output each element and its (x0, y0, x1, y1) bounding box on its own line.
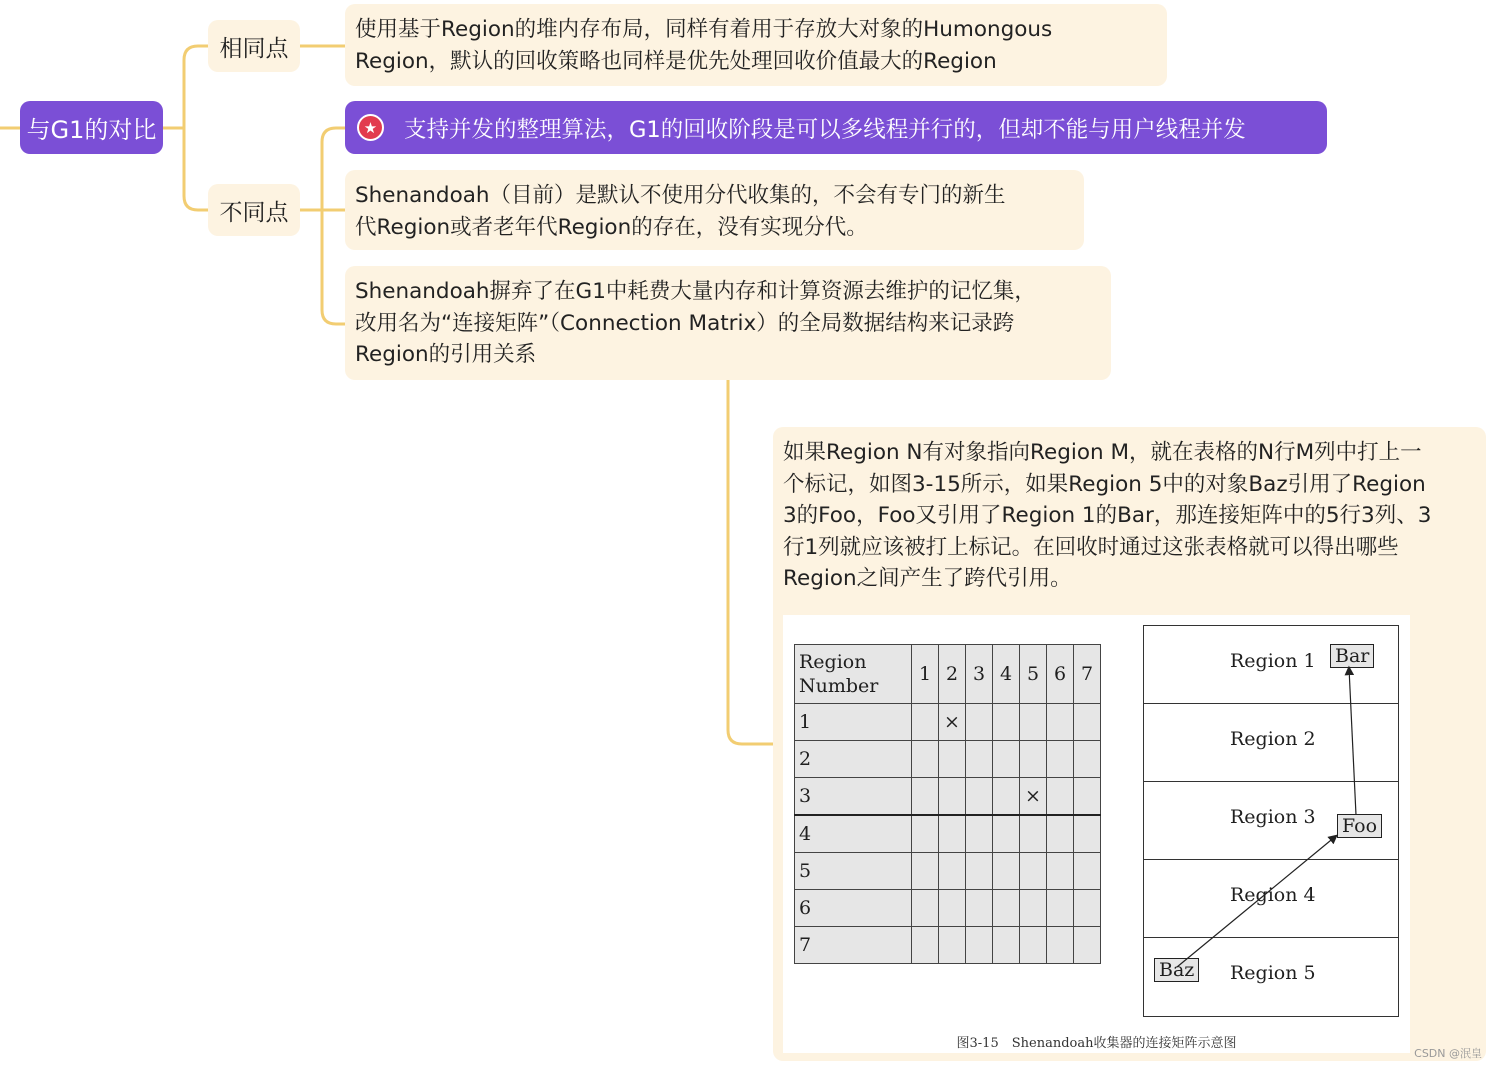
matrix-cell (939, 890, 966, 927)
matrix-cell (966, 927, 993, 964)
matrix-cell (1020, 890, 1047, 927)
matrix-cell (993, 704, 1020, 741)
matrix-row (795, 778, 1101, 816)
object-bar: Bar (1330, 644, 1374, 668)
diff-item-line: Shenandoah摒弃了在G1中耗费大量内存和计算资源去维护的记忆集， (355, 279, 1036, 304)
matrix-row-header: 2 (795, 741, 912, 778)
watermark: CSDN @泯皇 (1414, 1047, 1482, 1060)
matrix-cell (1047, 927, 1074, 964)
matrix-header-line: Number (799, 675, 879, 697)
root-label: 与G1的对比 (26, 116, 157, 144)
object-baz: Baz (1154, 958, 1199, 982)
matrix-cell (1074, 778, 1101, 816)
detail-line: 个标记，如图3-15所示，如果Region 5中的对象Baz引用了Region (783, 471, 1426, 497)
matrix-cell (1047, 815, 1074, 853)
matrix-cell (966, 778, 993, 816)
matrix-cell (993, 778, 1020, 816)
diff-branch-label: 不同点 (219, 199, 289, 226)
region-label: Region 2 (1230, 728, 1316, 750)
matrix-cell (939, 815, 966, 853)
matrix-row-header: 3 (795, 778, 912, 816)
matrix-cell (1074, 704, 1101, 741)
region-label: Region 4 (1230, 884, 1316, 906)
matrix-cell (1020, 815, 1047, 853)
diff-highlight-text: 支持并发的整理算法，G1的回收阶段是可以多线程并行的，但却不能与用户线程并发 (404, 116, 1246, 143)
matrix-cell (1074, 741, 1101, 778)
matrix-cell (912, 778, 939, 816)
region-label: Region 5 (1230, 962, 1316, 984)
matrix-row (795, 890, 1101, 927)
diff-branch-node[interactable] (208, 184, 300, 236)
matrix-cell (966, 704, 993, 741)
matrix-cell (939, 853, 966, 890)
figure-caption: 图3-15 Shenandoah收集器的连接矩阵示意图 (956, 1036, 1237, 1051)
matrix-header-cell (795, 645, 912, 704)
same-point-line: Region，默认的回收策略也同样是优先处理回收价值最大的Region (355, 48, 997, 74)
matrix-cell (966, 815, 993, 853)
matrix-row-header: 5 (795, 853, 912, 890)
matrix-column-header: 1 (912, 645, 939, 704)
detail-line: 3的Foo，Foo又引用了Region 1的Bar，那连接矩阵中的5行3列、3 (783, 503, 1432, 528)
matrix-cell (912, 815, 939, 853)
matrix-row (795, 741, 1101, 778)
foo-to-bar-arrow (1349, 668, 1356, 815)
diff-highlight-node[interactable] (345, 101, 1327, 154)
matrix-cell (1074, 853, 1101, 890)
matrix-cell (1047, 890, 1074, 927)
same-branch-node[interactable] (208, 20, 300, 72)
matrix-row (795, 815, 1101, 853)
matrix-column-header: 7 (1074, 645, 1101, 704)
detail-line: 如果Region N有对象指向Region M，就在表格的N行M列中打上一 (783, 440, 1422, 465)
matrix-cell (939, 778, 966, 816)
same-point-line: 使用基于Region的堆内存布局，同样有着用于存放大对象的Humongous (355, 17, 1053, 42)
same-branch-label: 相同点 (219, 35, 289, 62)
matrix-cell (912, 704, 939, 741)
baz-to-foo-arrow (1177, 836, 1336, 967)
diff-item-connection-matrix-node[interactable] (345, 266, 1111, 380)
matrix-cell (1020, 704, 1047, 741)
matrix-cell (1047, 778, 1074, 816)
diff-item-line: 代Region或者老年代Region的存在，没有实现分代。 (355, 214, 868, 240)
matrix-cell (993, 927, 1020, 964)
detail-line: 行1列就应该被打上标记。在回收时通过这张表格就可以得出哪些 (783, 534, 1399, 560)
matrix-row (795, 853, 1101, 890)
object-foo: Foo (1337, 814, 1382, 838)
diff-item-line: 改用名为“连接矩阵”（Connection Matrix）的全局数据结构来记录跨 (355, 310, 1015, 336)
matrix-cell (939, 927, 966, 964)
matrix-cell (993, 815, 1020, 853)
matrix-row (795, 704, 1101, 741)
diff-item-generational-node[interactable] (345, 170, 1084, 250)
matrix-cell (966, 853, 993, 890)
matrix-mark: × (939, 704, 966, 741)
matrix-cell (1047, 741, 1074, 778)
matrix-cell (1047, 853, 1074, 890)
matrix-cell (993, 741, 1020, 778)
matrix-column-header: 6 (1047, 645, 1074, 704)
matrix-row-header: 1 (795, 704, 912, 741)
matrix-row-header: 4 (795, 815, 912, 853)
matrix-cell (966, 890, 993, 927)
matrix-row-header: 7 (795, 927, 912, 964)
matrix-cell (993, 853, 1020, 890)
reference-arrows (1143, 625, 1399, 1017)
region-label: Region 3 (1230, 806, 1316, 828)
same-point-text-node[interactable] (345, 4, 1167, 86)
matrix-header-line: Region (799, 651, 867, 673)
matrix-column-header: 3 (966, 645, 993, 704)
matrix-cell (1020, 927, 1047, 964)
diff-item-line: Region的引用关系 (355, 342, 537, 367)
matrix-header-row (795, 645, 1101, 704)
matrix-row (795, 927, 1101, 964)
matrix-row-header: 6 (795, 890, 912, 927)
region-label: Region 1 (1230, 650, 1316, 672)
matrix-cell (912, 890, 939, 927)
matrix-cell (1074, 927, 1101, 964)
matrix-cell (966, 741, 993, 778)
matrix-cell (1074, 815, 1101, 853)
matrix-cell (1020, 741, 1047, 778)
star-icon: ★ (357, 114, 384, 141)
connection-matrix-figure (783, 615, 1410, 1053)
matrix-column-header: 5 (1020, 645, 1047, 704)
matrix-cell (1074, 890, 1101, 927)
detail-line: Region之间产生了跨代引用。 (783, 566, 1072, 591)
matrix-column-header: 2 (939, 645, 966, 704)
matrix-cell (1047, 704, 1074, 741)
matrix-mark: × (1020, 778, 1047, 816)
matrix-cell (912, 853, 939, 890)
diff-item-line: Shenandoah（目前）是默认不使用分代收集的，不会有专门的新生 (355, 183, 1006, 208)
matrix-cell (993, 890, 1020, 927)
connection-matrix-table (794, 644, 1101, 964)
matrix-cell (912, 927, 939, 964)
matrix-cell (1020, 853, 1047, 890)
root-node[interactable] (20, 101, 163, 154)
matrix-cell (912, 741, 939, 778)
matrix-column-header: 4 (993, 645, 1020, 704)
matrix-cell (939, 741, 966, 778)
